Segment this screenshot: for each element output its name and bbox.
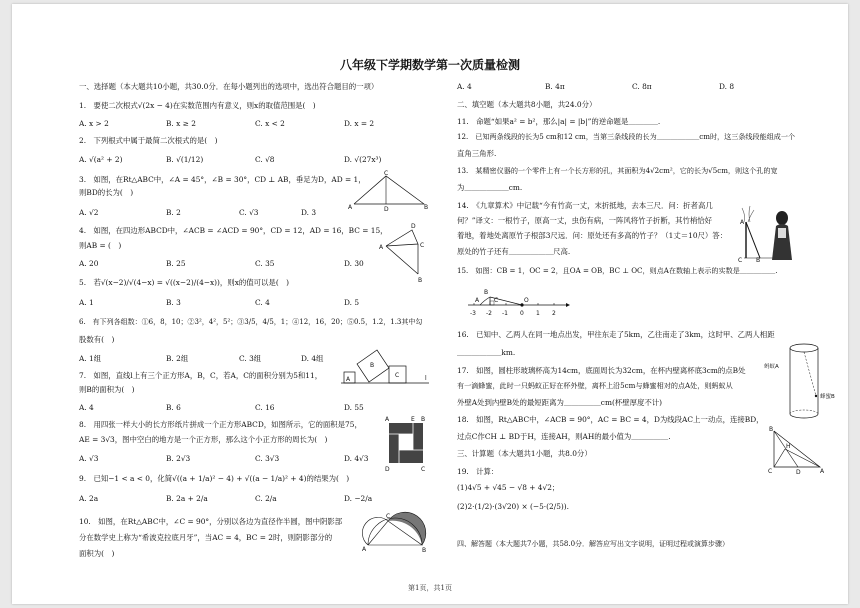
section-heading-2: 二、填空题（本大题共8小题，共24.0分） xyxy=(457,100,597,109)
q3-label-c: C xyxy=(384,170,389,177)
q3-option-c: C. √3 xyxy=(239,208,259,217)
q3-option-b: B. 2 xyxy=(166,208,181,217)
q7-option-d: D. 55 xyxy=(344,403,364,412)
q17-line1: 17. 如图，圆柱形玻璃杯高为14cm，底面周长为32cm，在杯内壁离杯底3cm的点B处 xyxy=(457,366,746,375)
q7-figure xyxy=(341,344,431,390)
q10-label-b: B xyxy=(422,547,427,554)
q17-label-honey: 蜂蜜B xyxy=(820,394,835,400)
q8-label-d: D xyxy=(385,466,390,473)
q14-figure xyxy=(734,200,794,266)
q19-stem: 19. 计算： xyxy=(457,467,499,476)
q14-line2: 何？”译文：一根竹子，原高一丈，虫伤有病，一阵风将竹子折断，其竹梢恰好 xyxy=(457,216,713,225)
q4-option-c: C. 35 xyxy=(255,259,275,268)
q9-option-d: D. −2/a xyxy=(344,494,373,503)
q18-label-d: D xyxy=(796,469,801,476)
q8-option-b: B. 2√3 xyxy=(166,454,191,463)
document-page xyxy=(12,4,848,604)
q6-stem-line1: 6. 有下列各组数：①6，8，10；②3²，4²，5²；③3/5，4/5，1；④12，16，20；⑤0.5，1.2，1.3其中勾 xyxy=(79,318,423,326)
q10-option-d: D. 8 xyxy=(719,82,735,91)
q14-label-a: A xyxy=(740,219,745,226)
q10-option-b: B. 4π xyxy=(545,82,565,91)
q3-stem-line1: 3. 如图，在Rt△ABC中，∠A = 45°，∠B = 30°，CD ⊥ AB，垂足为D，AD = 1， xyxy=(79,175,366,184)
q1-option-b: B. x ≥ 2 xyxy=(166,119,196,128)
q4-option-b: B. 25 xyxy=(166,259,186,268)
q7-label-c: C xyxy=(395,372,400,379)
q7-stem-line1: 7. 如图，直线l上有三个正方形A，B，C，若A，C的面积分别为5和11， xyxy=(79,371,323,380)
q15-figure xyxy=(464,284,574,328)
q14-line4: 原处的竹子还有＿＿＿＿＿＿尺高. xyxy=(457,247,571,256)
q5-stem: 5. 若√(x−2)/√(4−x) = √((x−2)/(4−x))，则x的值可以是( ) xyxy=(79,278,289,287)
q3-option-d: D. 3 xyxy=(301,208,317,217)
q15-tick-2: 2 xyxy=(552,310,556,317)
q4-label-b: B xyxy=(418,277,423,284)
q4-label-c: C xyxy=(420,242,425,249)
q8-stem-line2: AE = 3√3，图中空白的地方是一个正方形，那么这个小正方形的周长为( ) xyxy=(79,435,328,444)
q1-option-a: A. x > 2 xyxy=(79,119,109,128)
q5-option-a: A. 1 xyxy=(79,298,94,307)
q15-tick-1: 1 xyxy=(536,310,540,317)
q2-option-c: C. √8 xyxy=(255,155,275,164)
q13-line2: 为＿＿＿＿＿＿cm. xyxy=(457,183,523,192)
q14-label-b: B xyxy=(756,257,761,264)
q3-option-a: A. √2 xyxy=(79,208,99,217)
q17-figure xyxy=(762,340,834,428)
q11-text: 11. 命题“如果a² = b²，那么|a| = |b|”的逆命题是＿＿＿＿. xyxy=(457,117,661,126)
q4-figure xyxy=(378,223,428,284)
q10-option-c: C. 8π xyxy=(632,82,652,91)
section-heading-4: 四、解答题（本大题共7小题，共58.0分．解答应写出文字说明，证明过程或演算步骤） xyxy=(457,540,730,548)
q15-tick-neg3: -3 xyxy=(470,310,476,317)
q6-option-c: C. 3组 xyxy=(239,354,262,363)
q4-label-a: A xyxy=(379,244,384,251)
q15-tick-0: 0 xyxy=(520,310,524,317)
q3-stem-line2: 则BD的长为( ) xyxy=(79,188,134,197)
q13-line1: 13. 某精密仪器的一个零件上有一个长方形的孔，其面积为4√2cm²，它的长为√5cm，则这个孔的宽 xyxy=(457,166,778,175)
q4-option-d: D. 30 xyxy=(344,259,364,268)
q6-stem-line2: 股数有( ) xyxy=(79,335,115,344)
q19-part1: (1)4√5 + √45 − √8 + 4√2； xyxy=(457,483,560,492)
q7-label-l: l xyxy=(425,375,427,382)
q9-stem: 9. 已知−1 < a < 0，化简√((a + 1/a)² − 4) + √((a − 1/a)² + 4)的结果为( ) xyxy=(79,474,350,483)
q1-option-d: D. x = 2 xyxy=(344,119,375,128)
q7-label-a: A xyxy=(346,376,351,383)
q18-label-b: B xyxy=(769,426,774,433)
q15-label-o: O xyxy=(524,297,529,304)
q15-label-c: C xyxy=(494,297,499,304)
q14-line1: 14. 《九章算术》中记载“今有竹高一丈，末折抵地，去本三尺．问：折者高几 xyxy=(457,201,713,210)
q10-stem-line3: 面积为( ) xyxy=(79,549,115,558)
q17-line2: 有一滴蜂蜜，此时一只蚂蚁正好在杯外壁，离杯上沿5cm与蜂蜜相对的点A处，则蚂蚁从 xyxy=(457,381,733,390)
q2-stem: 2. 下列根式中属于最简二次根式的是( ) xyxy=(79,136,218,145)
q8-option-d: D. 4√3 xyxy=(344,454,369,463)
q4-stem-line1: 4. 如图，在四边形ABCD中，∠ACB = ∠ACD = 90°，CD = 12，AD = 16，BC = 15， xyxy=(79,226,388,235)
q5-option-d: D. 5 xyxy=(344,298,360,307)
q15-label-b: B xyxy=(484,289,489,296)
q8-label-e: E xyxy=(411,416,415,423)
q3-label-b: B xyxy=(424,204,429,211)
q2-option-d: D. √(27x³) xyxy=(344,155,382,164)
q7-stem-line2: 则B的面积为( ) xyxy=(79,385,135,394)
q18-figure xyxy=(768,427,826,481)
q8-option-a: A. √3 xyxy=(79,454,99,463)
q15-label-a: A xyxy=(475,297,480,304)
q7-option-c: C. 16 xyxy=(255,403,275,412)
q10-label-c: C xyxy=(386,513,391,520)
q18-line1: 18. 如图，Rt△ABC中，∠ACB = 90°，AC = BC = 4，D为线段AC上一动点，连接BD， xyxy=(457,415,764,424)
q4-option-a: A. 20 xyxy=(79,259,99,268)
q7-option-b: B. 6 xyxy=(166,403,181,412)
q4-stem-line2: 则AB = ( ) xyxy=(79,241,122,250)
q3-label-a: A xyxy=(348,204,353,211)
q14-label-c: C xyxy=(738,257,743,264)
q8-figure xyxy=(385,417,429,477)
q15-tick-neg1: -1 xyxy=(502,310,508,317)
q12-line1: 12. 已知两条线段的长为5 cm和12 cm，当第三条线段的长为＿＿＿＿＿＿cm时，这三条线段能组成一个 xyxy=(457,132,796,141)
q9-option-a: A. 2a xyxy=(79,494,99,503)
q18-label-h: H xyxy=(786,443,791,450)
q8-option-c: C. 3√3 xyxy=(255,454,280,463)
q6-option-a: A. 1组 xyxy=(79,354,102,363)
q10-stem-line2: 分在数学史上称为“希波克拉底月牙”，当AC = 4，BC = 2时，则阴影部分的 xyxy=(79,533,333,542)
q2-option-b: B. √(1/12) xyxy=(166,155,204,164)
q15-tick-neg2: -2 xyxy=(486,310,492,317)
q9-option-b: B. 2a + 2/a xyxy=(166,494,208,503)
section-heading-3: 三、计算题（本大题共1小题，共8.0分） xyxy=(457,449,592,458)
page-footer: 第1页，共1页 xyxy=(408,584,452,592)
q5-option-c: C. 4 xyxy=(255,298,270,307)
q1-stem: 1. 要使二次根式√(2x − 4)在实数范围内有意义，则x的取值范围是( ) xyxy=(79,101,316,110)
q18-line2: 过点C作CH ⊥ BD于H，连接AH，则AH的最小值为＿＿＿＿＿. xyxy=(457,432,671,441)
q10-label-a: A xyxy=(362,546,367,553)
q3-label-d: D xyxy=(384,206,389,213)
q18-label-a: A xyxy=(820,468,825,475)
q17-line3: 外壁A处到内壁B处的最短距离为＿＿＿＿＿cm(杯壁厚度不计) xyxy=(457,398,663,407)
q19-part2: (2)2·(1/2)·(3√20) × (−5·(2/5)). xyxy=(457,502,570,511)
q16-line2: ＿＿＿＿＿＿km. xyxy=(457,348,516,357)
q8-label-a: A xyxy=(385,416,390,423)
q8-label-b: B xyxy=(421,416,426,423)
q1-option-c: C. x < 2 xyxy=(255,119,285,128)
q18-label-c: C xyxy=(768,468,773,475)
q3-figure xyxy=(348,172,428,216)
q2-option-a: A. √(a² + 2) xyxy=(79,155,123,164)
q6-option-d: D. 4组 xyxy=(301,354,324,363)
q10-figure xyxy=(362,509,428,559)
q7-label-b: B xyxy=(370,362,375,369)
q14-line3: 着地，着地处离原竹子根部3尺远．问：原处还有多高的竹子？（1丈＝10尺）答： xyxy=(457,231,728,240)
q9-option-c: C. 2/a xyxy=(255,494,277,503)
q17-label-ant: 蚂蚁A xyxy=(764,364,779,370)
q5-option-b: B. 3 xyxy=(166,298,181,307)
page-title: 八年级下学期数学第一次质量检测 xyxy=(339,58,520,72)
q10-option-a: A. 4 xyxy=(457,82,472,91)
q15-text: 15. 如图：CB = 1，OC = 2，且OA = OB，BC ⊥ OC，则点A在数轴上表示的实数是＿＿＿＿＿. xyxy=(457,266,778,275)
q4-label-d: D xyxy=(411,223,416,230)
q16-line1: 16. 已知中、乙两人在同一地点出发，甲往东走了5km，乙往南走了3km，这时甲、乙两人相距 xyxy=(457,330,775,339)
q8-stem-line1: 8. 用四张一样大小的长方形纸片拼成一个正方形ABCD，如图所示，它的面积是75， xyxy=(79,420,362,429)
q8-label-c: C xyxy=(421,466,426,473)
q10-stem-line1: 10. 如图，在Rt△ABC中，∠C = 90°，分别以各边为直径作半圆，图中阴影部 xyxy=(79,517,343,526)
q7-option-a: A. 4 xyxy=(79,403,94,412)
section-heading-1: 一、选择题（本大题共10小题，共30.0分．在每小题列出的选项中，选出符合题目的一项） xyxy=(79,82,379,91)
q6-option-b: B. 2组 xyxy=(166,354,189,363)
q12-line2: 直角三角形. xyxy=(457,149,497,158)
